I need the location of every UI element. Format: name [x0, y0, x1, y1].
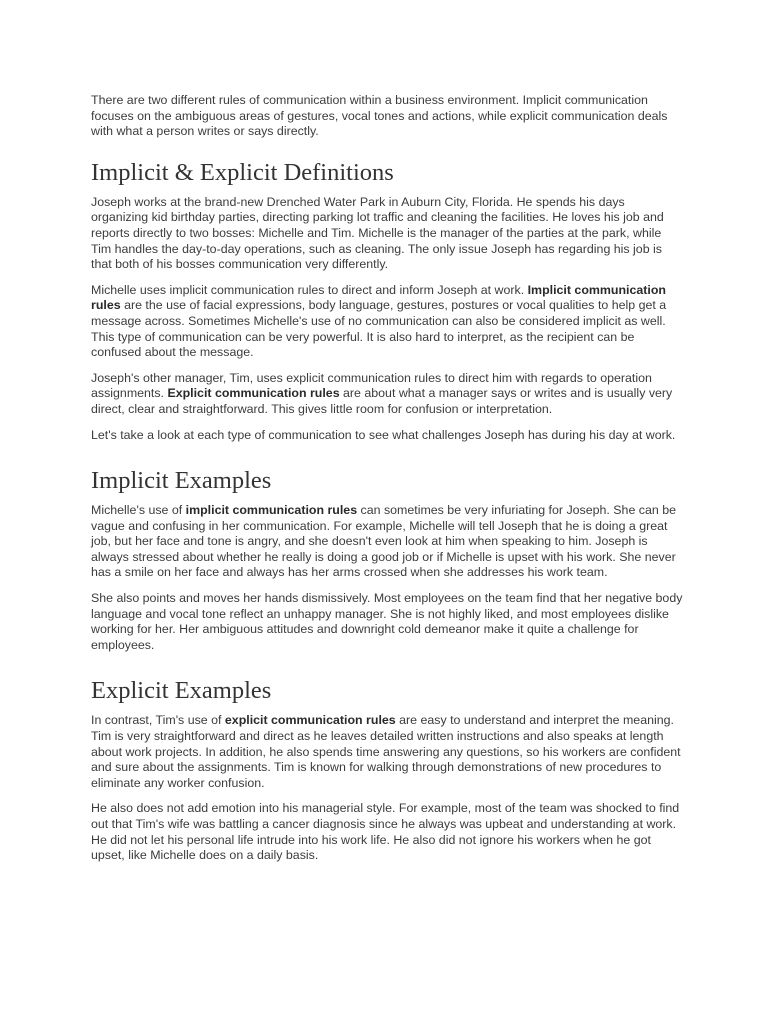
paragraph-definitions-3: Joseph's other manager, Tim, uses explicit communication rules to direct him with regards to operation assignments. Explicit communication rules are about what a manager says or writes and is usually very direct, clear and straightforward. This gives little room for confusion or interpretation.: [91, 370, 673, 416]
paragraph-explicit-2: He also does not add emotion into his managerial style. For example, most of the team was shocked to find out that Tim's wife was battling a cancer diagnosis since he always was upbeat and understanding at work. He did not let his personal life intrude into his work life. He also did not ignore his workers when he got upset, like Michelle does on a daily basis.: [91, 801, 680, 863]
heading-implicit-examples: Implicit Examples: [91, 467, 272, 495]
paragraph-definitions-2: Michelle uses implicit communication rules to direct and inform Joseph at work. Implicit communication rules are the use of facial expressions, body language, gestures, postures or vocal qualities to help get a message across. Sometimes Michelle's use of no communication can also be considered implicit as well. This type of communication can be very powerful. It is also hard to interpret, as the recipient can be confused about the message.: [91, 282, 667, 360]
term-explicit-rules: Explicit communication rules: [167, 386, 340, 401]
paragraph-definitions-1: Joseph works at the brand-new Drenched Water Park in Auburn City, Florida. He spends his days organizing kid birthday parties, directing parking lot traffic and cleaning the facilities. He loves his job and reports directly to two bosses: Michelle and Tim. Michelle is the manager of the parties at the park, while Tim handles the day-to-day operations, such as cleaning. The only issue Joseph has regarding his job is that both of his bosses communication very differently.: [91, 194, 664, 272]
paragraph-definitions-4: Let's take a look at each type of communication to see what challenges Joseph has during his day at work.: [91, 427, 676, 442]
document-page: [91, 93, 683, 874]
heading-definitions: Implicit & Explicit Definitions: [91, 158, 394, 186]
paragraph-implicit-1: Michelle's use of implicit communication rules can sometimes be very infuriating for Joseph. She can be vague and confusing in her communication. For example, Michelle will tell Joseph that he is doing a great job, but her face and tone is angry, and she doesn't even look at him when speaking to him. Joseph is always stressed about whether he really is doing a good job or if Michelle is upset with his work. She never has a smile on her face and always has her arms crossed when she addresses his work team.: [91, 503, 676, 580]
paragraph-implicit-2: She also points and moves her hands dismissively. Most employees on the team find that her negative body language and vocal tone reflect an unhappy manager. She is not highly liked, and most employees dislike working for her. Her ambiguous attitudes and downright cold demeanor make it quite a challenge for employees.: [91, 591, 683, 652]
paragraph-explicit-1: In contrast, Tim's use of explicit communication rules are easy to understand and interpret the meaning. Tim is very straightforward and direct as he leaves detailed written instructions and also speaks at length about work projects. In addition, he also spends time answering any questions, so his workers are confident and sure about the assignments. Tim is known for walking through demonstrations of new procedures to eliminate any worker confusion.: [91, 713, 681, 790]
term-explicit-rules-2: explicit communication rules: [224, 713, 396, 728]
heading-explicit-examples: Explicit Examples: [91, 677, 272, 705]
intro-paragraph: There are two different rules of communication within a business environment. Implicit communication focuses on the ambiguous areas of gestures, vocal tones and actions, while explicit communication deals with what a person writes or says directly.: [91, 93, 668, 139]
term-implicit-rules: Implicit communication rules: [91, 282, 666, 313]
term-implicit-rules-2: implicit communication rules: [185, 503, 358, 518]
